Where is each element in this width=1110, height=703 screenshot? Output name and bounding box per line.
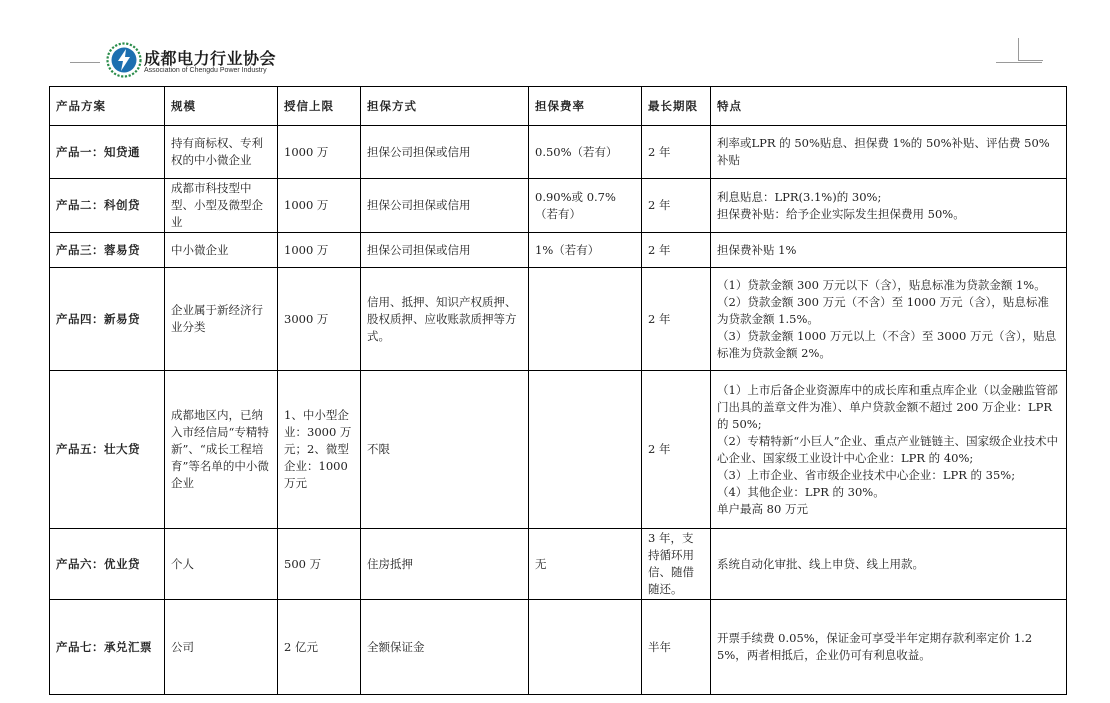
product-features	[711, 268, 1067, 371]
product-scale: 公司	[165, 600, 278, 695]
header-rule-left	[70, 62, 100, 63]
header-guarantee-method: 担保方式	[361, 87, 529, 126]
product-name: 产品六：优业贷	[50, 529, 165, 600]
product-limit: 500 万	[278, 529, 361, 600]
product-limit: 1000 万	[278, 126, 361, 179]
header-credit-limit: 授信上限	[278, 87, 361, 126]
product-limit: 3000 万	[278, 268, 361, 371]
product-term: 2 年	[642, 268, 711, 371]
product-guarantee: 不限	[361, 371, 529, 529]
product-guarantee: 担保公司担保或信用	[361, 233, 529, 268]
logo-chinese-name: 成都电力行业协会	[144, 49, 277, 68]
feature-line: 单户最高 80 万元	[717, 501, 808, 516]
feature-line: （3）上市企业、省市级企业技术中心企业：LPR 的 35%;	[717, 467, 1016, 482]
header-rule-right	[996, 62, 1042, 63]
product-guarantee: 担保公司担保或信用	[361, 179, 529, 233]
table-row	[50, 126, 1067, 179]
product-name: 产品七：承兑汇票	[50, 600, 165, 695]
table-header-row	[50, 87, 1067, 126]
product-scale: 持有商标权、专利权的中小微企业	[165, 126, 278, 179]
product-features	[711, 600, 1067, 695]
table-row	[50, 268, 1067, 371]
product-term: 2 年	[642, 126, 711, 179]
product-name: 产品四：新易贷	[50, 268, 165, 371]
product-guarantee: 住房抵押	[361, 529, 529, 600]
table-row	[50, 233, 1067, 268]
product-term: 半年	[642, 600, 711, 695]
lightning-logo-icon	[106, 42, 142, 78]
product-fee: 无	[529, 529, 642, 600]
product-features	[711, 126, 1067, 179]
feature-line: 系统自动化审批、线上申贷、线上用款。	[717, 556, 924, 571]
feature-line: （4）其他企业：LPR 的 30%。	[717, 484, 885, 499]
product-features	[711, 371, 1067, 529]
feature-line: （2）贷款金额 300 万元（不含）至 1000 万元（含），贴息标准为贷款金额 1.5%。	[717, 294, 1049, 326]
logo	[106, 42, 306, 82]
feature-line: 利率或LPR 的 50%贴息、担保费 1%的 50%补贴、评估费 50%补贴	[717, 136, 1050, 167]
product-limit: 1000 万	[278, 179, 361, 233]
product-fee: 0.90%或 0.7%（若有）	[529, 179, 642, 233]
product-name: 产品一：知贷通	[50, 126, 165, 179]
header-guarantee-fee: 担保费率	[529, 87, 642, 126]
product-features	[711, 529, 1067, 600]
table-row	[50, 371, 1067, 529]
header-features: 特点	[711, 87, 1067, 126]
feature-line: 利息贴息：LPR(3.1%)的 30%;	[717, 189, 882, 204]
product-scale: 中小微企业	[165, 233, 278, 268]
product-limit: 2 亿元	[278, 600, 361, 695]
page-corner-mark	[1018, 38, 1043, 61]
product-term: 3 年，支持循环用信、随借随还。	[642, 529, 711, 600]
feature-line: 担保费补贴 1%	[717, 242, 797, 257]
product-term: 2 年	[642, 179, 711, 233]
product-name: 产品三：蓉易贷	[50, 233, 165, 268]
product-guarantee: 信用、抵押、知识产权质押、股权质押、应收账款质押等方式。	[361, 268, 529, 371]
product-scale: 个人	[165, 529, 278, 600]
product-term: 2 年	[642, 233, 711, 268]
product-table	[49, 86, 1067, 695]
product-features	[711, 179, 1067, 233]
product-guarantee: 担保公司担保或信用	[361, 126, 529, 179]
feature-line: 担保费补贴：给予企业实际发生担保费用 50%。	[717, 206, 965, 221]
product-fee: 0.50%（若有）	[529, 126, 642, 179]
header-scale: 规模	[165, 87, 278, 126]
product-name: 产品五：壮大贷	[50, 371, 165, 529]
logo-english-name: Association of Chengdu Power Industry	[144, 67, 267, 74]
product-features	[711, 233, 1067, 268]
feature-line: （1）贷款金额 300 万元以下（含），贴息标准为贷款金额 1%。	[717, 277, 1046, 292]
feature-line: （1）上市后备企业资源库中的成长库和重点库企业（以金融监管部门出具的盖章文件为准）、单户贷款金额不超过 200 万企业：LPR 的 50%;	[717, 382, 1058, 431]
feature-line: （2）专精特新“小巨人”企业、重点产业链链主、国家级企业技术中心企业、国家级工业设计中心企业：LPR 的 40%;	[717, 433, 1059, 465]
header-product: 产品方案	[50, 87, 165, 126]
product-fee	[529, 371, 642, 529]
feature-line: 开票手续费 0.05%，保证金可享受半年定期存款利率定价 1.25%，两者相抵后，企业仍可有利息收益。	[717, 631, 1033, 662]
product-limit: 1000 万	[278, 233, 361, 268]
product-fee: 1%（若有）	[529, 233, 642, 268]
product-fee	[529, 268, 642, 371]
table-row	[50, 600, 1067, 695]
product-guarantee: 全额保证金	[361, 600, 529, 695]
table-row	[50, 179, 1067, 233]
product-scale: 成都地区内，已纳入市经信局“专精特新”、“成长工程培育”等名单的中小微企业	[165, 371, 278, 529]
product-term: 2 年	[642, 371, 711, 529]
product-scale: 成都市科技型中型、小型及微型企业	[165, 179, 278, 233]
header-max-term: 最长期限	[642, 87, 711, 126]
product-scale: 企业属于新经济行业分类	[165, 268, 278, 371]
table-row	[50, 529, 1067, 600]
product-limit: 1、中小型企业：3000 万元；2、微型企业：1000 万元	[278, 371, 361, 529]
product-name: 产品二：科创贷	[50, 179, 165, 233]
page-header	[0, 0, 1110, 86]
feature-line: （3）贷款金额 1000 万元以上（不含）至 3000 万元（含），贴息标准为贷款金额 2%。	[717, 328, 1057, 360]
product-fee	[529, 600, 642, 695]
